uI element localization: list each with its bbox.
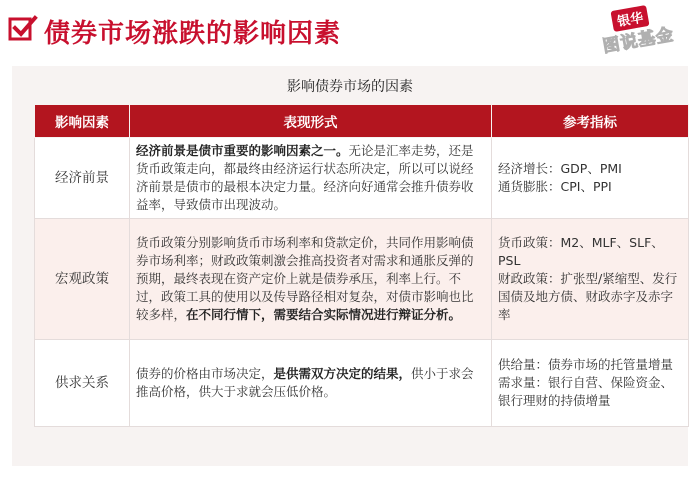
column-header: 表现形式 — [130, 105, 492, 138]
description-bold: 在不同行情下，需要结合实际情况进行辩证分析。 — [186, 307, 462, 322]
description-text: 供小于求会推高价格，供大于求就会压低价格。 — [136, 366, 474, 399]
description-cell — [130, 219, 492, 340]
header — [0, 0, 700, 60]
column-header: 影响因素 — [35, 105, 130, 138]
factor-cell: 经济前景 — [35, 138, 130, 219]
page-title: 债券市场涨跌的影响因素 — [44, 19, 342, 49]
indicator-cell: 货币政策：M2、MLF、SLF、PSL 财政政策：扩张型/紧缩型、发行国债及地方债、财政赤字及赤字率 — [492, 219, 689, 340]
factors-table — [34, 104, 689, 427]
content-panel — [12, 66, 688, 466]
description-text: 无论是汇率走势，还是货币政策走向，都最终由经济运行状态所决定，所以可以说经济前景是债市的最根本决定力量。经济向好通常会推升债券收益率，导致债市出现波动。 — [136, 143, 474, 212]
table-row — [35, 340, 689, 427]
description-bold: 经济前景是债市重要的影响因素之一。 — [136, 143, 349, 158]
indicator-cell: 经济增长：GDP、PMI 通货膨胀：CPI、PPI — [492, 138, 689, 219]
table-header-row — [35, 105, 689, 138]
factor-cell: 供求关系 — [35, 340, 130, 427]
description-cell — [130, 340, 492, 427]
table-row — [35, 138, 689, 219]
logo-text: 图说基金 — [601, 24, 676, 58]
table-row — [35, 219, 689, 340]
logo-badge: 银华 — [610, 5, 649, 32]
column-header: 参考指标 — [492, 105, 689, 138]
table-caption: 影响债券市场的因素 — [287, 79, 413, 95]
indicator-cell: 供给量：债券市场的托管量增量 需求量：银行自营、保险资金、银行理财的持债增量 — [492, 340, 689, 427]
description-bold: 是供需双方决定的结果， — [273, 366, 412, 381]
checkbox-check-icon — [8, 14, 38, 44]
factor-cell: 宏观政策 — [35, 219, 130, 340]
description-text: 债券的价格由市场决定， — [136, 366, 274, 381]
description-text: 货币政策分别影响货币市场利率和贷款定价，共同作用影响债券市场利率；财政政策刺激会推高投资者对需求和通胀反弹的预期，最终表现在资产定价上就是债券承压，利率上行。不过，政策工具的使用以及传导路径相对复杂，对债市影响也比较多样， — [136, 235, 474, 322]
description-cell — [130, 138, 492, 219]
brand-logo — [601, 8, 688, 58]
